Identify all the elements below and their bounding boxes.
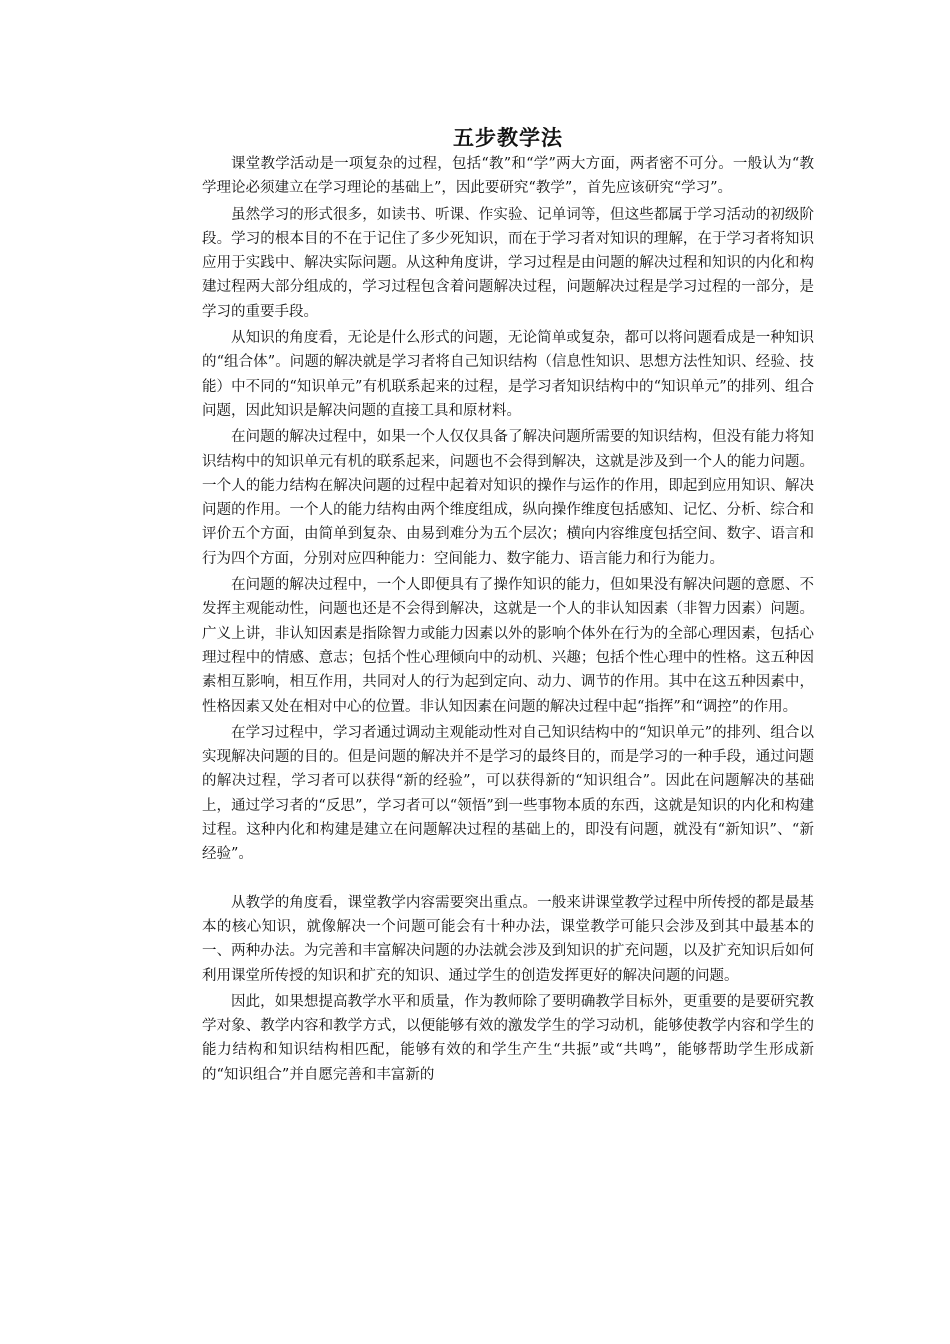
paragraph-2: 虽然学习的形式很多，如读书、听课、作实验、记单词等，但这些都属于学习活动的初级阶段。学习的根本目的不在于记住了多少死知识，而在于学习者对知识的理解，在于学习者将知识应用于实践中、解决实际问题。从这种角度讲，学习过程是由问题的解决过程和知识的内化和构建过程两大部分组成的，学习过程包含着问题解决过程，问题解决过程是学习过程的一部分，是学习的重要手段。	[202, 206, 814, 320]
paragraph-8: 因此，如果想提高教学水平和质量，作为教师除了要明确教学目标外，更重要的是要研究教学对象、教学内容和教学方式，以便能够有效的激发学生的学习动机，能够使教学内容和学生的能力结构和知识结构相匹配，能够有效的和学生产生“共振”或“共鸣”，能够帮助学生形成新的“知识组合”并自愿完善和丰富新的	[202, 993, 814, 1083]
paragraph-4: 在问题的解决过程中，如果一个人仅仅具备了解决问题所需要的知识结构，但没有能力将知识结构中的知识单元有机的联系起来，问题也不会得到解决，这就是涉及到一个人的能力问题。一个人的能力结构在解决问题的过程中起着对知识的操作与运作的作用，即起到应用知识、解决问题的作用。一个人的能力结构由两个维度组成，纵向操作维度包括感知、记忆、分析、综合和评价五个方面，由简单到复杂、由易到难分为五个层次；横向内容维度包括空间、数字、语言和行为四个方面，分别对应四种能力：空间能力、数字能力、语言能力和行为能力。	[202, 429, 814, 567]
document-body	[202, 124, 814, 1087]
paragraph-5: 在问题的解决过程中，一个人即便具有了操作知识的能力，但如果没有解决问题的意愿、不发挥主观能动性，问题也还是不会得到解决，这就是一个人的非认知因素（非智力因素）问题。广义上讲，非认知因素是指除智力或能力因素以外的影响个体外在行为的全部心理因素，包括心理过程中的情感、意志；包括个性心理倾向中的动机、兴趣；包括个性心理中的性格。这五种因素相互影响，相互作用，共同对人的行为起到定向、动力、调节的作用。其中在这五种因素中，性格因素又处在相对中心的位置。非认知因素在问题的解决过程中起“指挥”和“调控”的作用。	[202, 577, 814, 715]
document-title: 五步教学法	[453, 125, 563, 150]
paragraph-6: 在学习过程中，学习者通过调动主观能动性对自己知识结构中的“知识单元”的排列、组合以实现解决问题的目的。但是问题的解决并不是学习的最终目的，而是学习的一种手段，通过问题的解决过程，学习者可以获得“新的经验”，可以获得新的“知识组合”。因此在问题解决的基础上，通过学习者的“反思”，学习者可以“领悟”到一些事物本质的东西，这就是知识的内化和构建过程。这种内化和构建是建立在问题解决过程的基础上的，即没有问题，就没有“新知识”、“新经验”。	[202, 724, 814, 863]
paragraph-1: 课堂教学活动是一项复杂的过程，包括“教”和“学”两大方面，两者密不可分。一般认为“教学理论必须建立在学习理论的基础上”，因此要研究“教学”，首先应该研究“学习”。	[202, 156, 814, 197]
paragraph-3: 从知识的角度看，无论是什么形式的问题，无论简单或复杂，都可以将问题看成是一种知识的“组合体”。问题的解决就是学习者将自己知识结构（信息性知识、思想方法性知识、经验、技能）中不同的“知识单元”有机联系起来的过程，是学习者知识结构中的“知识单元”的排列、组合问题，因此知识是解决问题的直接工具和原材料。	[202, 330, 814, 419]
paragraph-7: 从教学的角度看，课堂教学内容需要突出重点。一般来讲课堂教学过程中所传授的都是最基本的核心知识，就像解决一个问题可能会有十种办法，课堂教学可能只会涉及到其中最基本的一、两种办法。为完善和丰富解决问题的办法就会涉及到知识的扩充问题，以及扩充知识后如何利用课堂所传授的知识和扩充的知识、通过学生的创造发挥更好的解决问题的问题。	[202, 894, 814, 984]
